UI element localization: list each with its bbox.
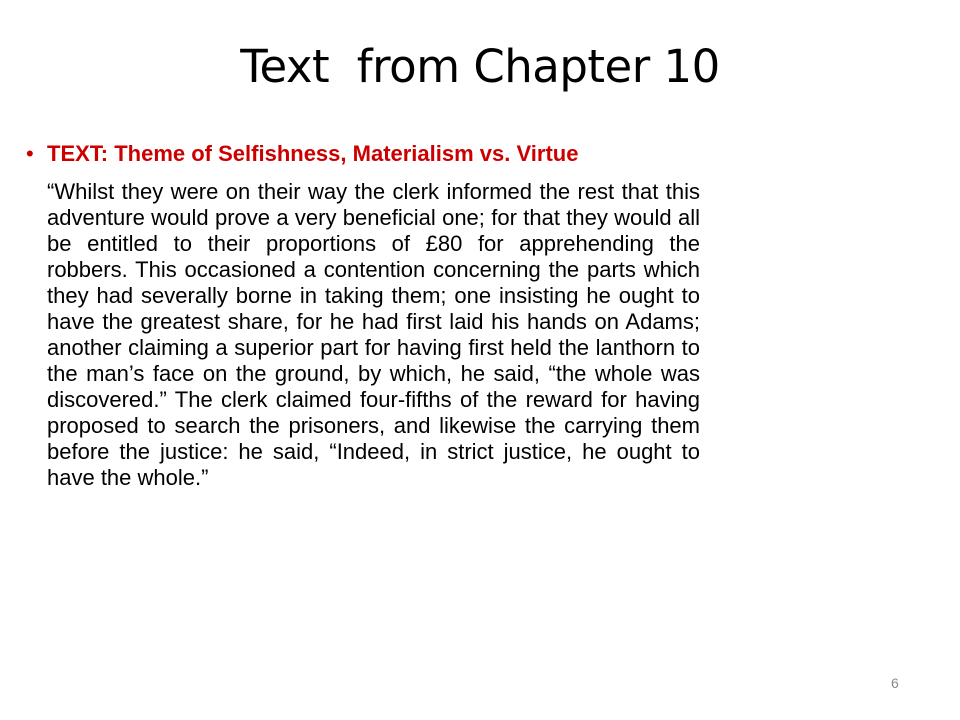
page-number: 6 [891,675,899,691]
slide-title: Text from Chapter 10 [240,40,720,93]
bullet-item [26,141,700,167]
bullet-heading: TEXT: Theme of Selfishness, Materialism vs. Virtue [47,141,579,166]
quote-paragraph: “Whilst they were on their way the clerk informed the rest that this adventure would prove a very beneficial one; for that they would all be entitled to their proportions of £80 for apprehending the robbers. This occasioned a contention concerning the parts which they had severally borne in taking them; one insisting he ought to have the greatest share, for he had first laid his hands on Adams; another claiming a superior part for having first held the lanthorn to the man’s face on the ground, by which, he said, “the whole was discovered.” The clerk claimed four-fifths of the reward for having proposed to search the prisoners, and likewise the carrying them before the justice: he said, “Indeed, in strict justice, he ought to have the whole.” [47,179,700,490]
bullet-dot-icon: • [26,141,34,166]
slide-body [26,141,700,491]
